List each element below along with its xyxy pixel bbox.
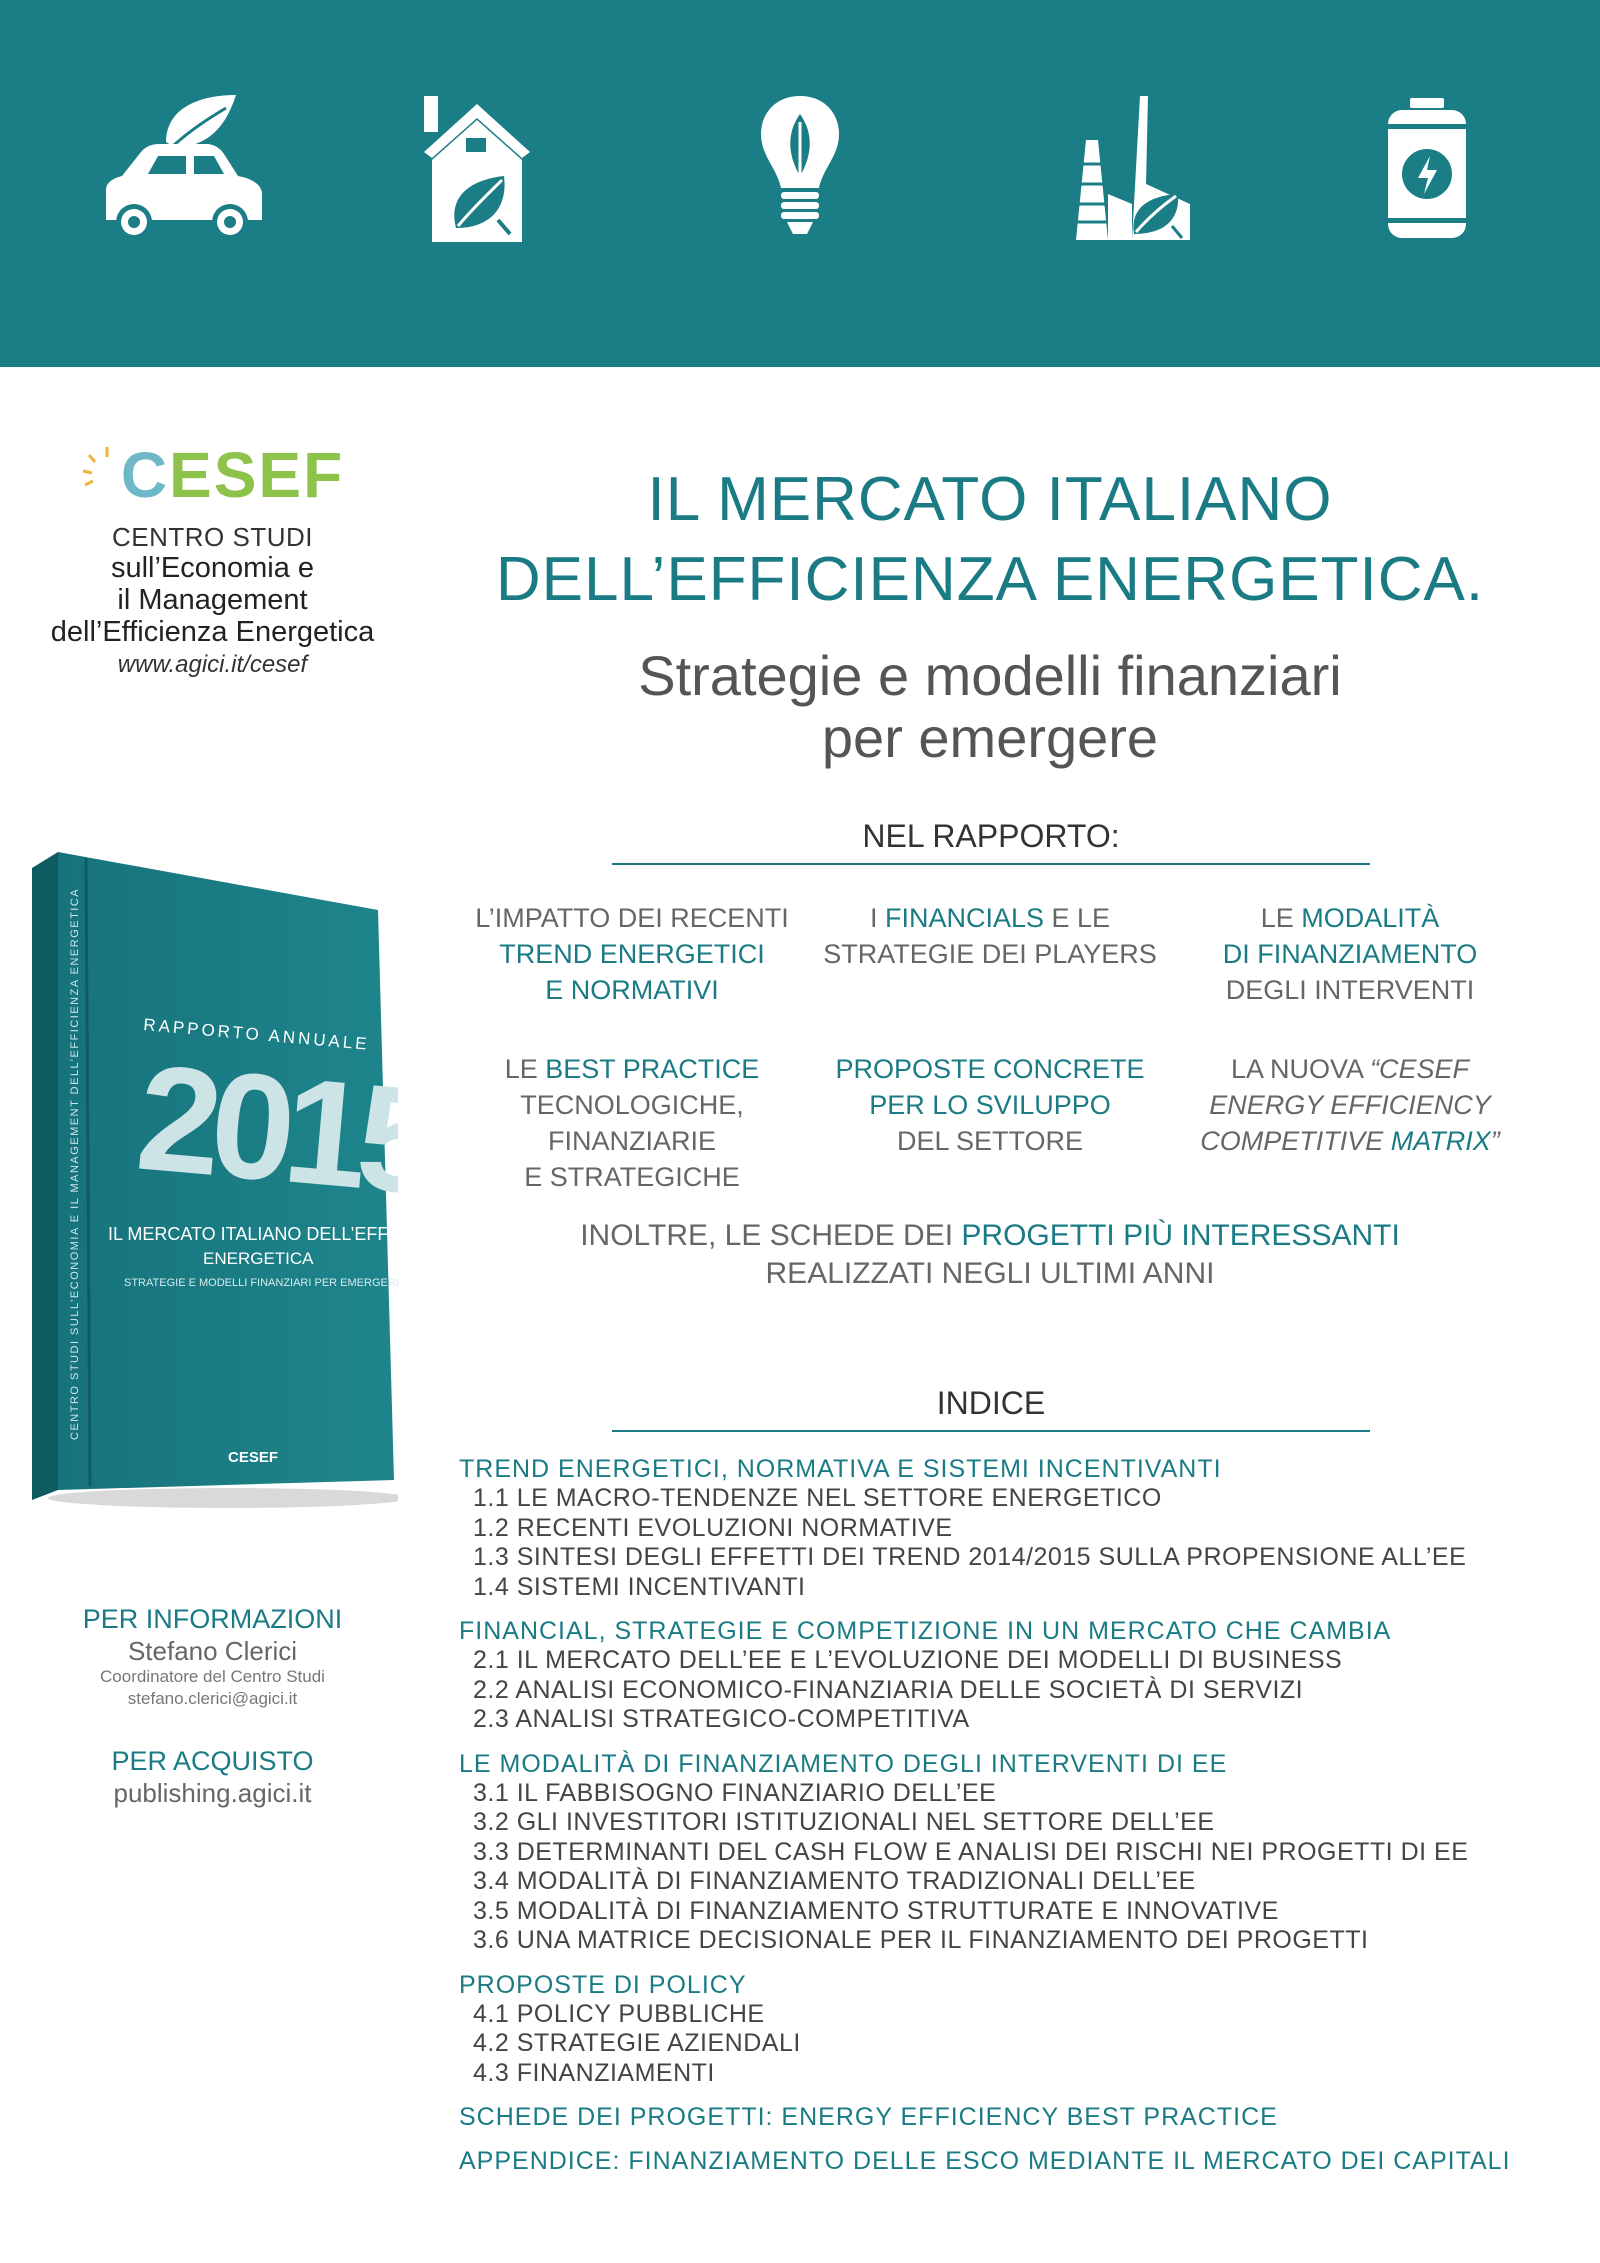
cesef-logo	[20, 430, 405, 520]
index-item: 1.1 LE MACRO-TENDENZE NEL SETTORE ENERGETICO	[473, 1484, 1162, 1512]
table-of-contents	[459, 1454, 1579, 2176]
index-chapter: APPENDICE: FINANZIAMENTO DELLE ESCO MEDIANTE IL MERCATO DEI CAPITALI	[459, 2147, 1511, 2175]
inoltre-text: INOLTRE, LE SCHEDE DEI PROGETTI PIÙ INTERESSANTI REALIZZATI NEGLI ULTIMI ANNI	[580, 1219, 1400, 1290]
index-item: 2.2 ANALISI ECONOMICO-FINANZIARIA DELLE SOCIETÀ DI SERVIZI	[473, 1675, 1304, 1704]
contact-email-link[interactable]: stefano.clerici@agici.it	[127, 1689, 298, 1708]
logo-line-1: CENTRO STUDI	[112, 522, 313, 552]
rapporto-cell-5: PROPOSTE CONCRETE PER LO SVILUPPO DEL SETTORE	[835, 1054, 1145, 1156]
book-subtitle: STRATEGIE E MODELLI FINANZIARI PER EMERGERE	[124, 1277, 398, 1289]
index-chapter: FINANCIAL, STRATEGIE E COMPETIZIONE IN UN MERCATO CHE CAMBIA	[459, 1617, 1392, 1645]
book-spine-text: CENTRO STUDI SULL’ECONOMIA E IL MANAGEMENT DELL’EFFICIENZA ENERGETICA	[69, 887, 81, 1440]
main-title	[480, 460, 1500, 620]
book-logo: CESEF	[228, 1449, 279, 1466]
index-item: 1.2 RECENTI EVOLUZIONI NORMATIVE	[473, 1513, 953, 1542]
index-chapter: TREND ENERGETICI, NORMATIVA E SISTEMI INCENTIVANTI	[459, 1455, 1222, 1483]
index-item: 4.1 POLICY PUBBLICHE	[473, 1999, 765, 2028]
title-line-2: DELL’EFFICIENZA ENERGETICA.	[495, 545, 1485, 614]
rapporto-cell-3: LE MODALITÀ DI FINANZIAMENTO DEGLI INTERVENTI	[1222, 903, 1478, 1005]
index-item: 3.5 MODALITÀ DI FINANZIAMENTO STRUTTURATE E INNOVATIVE	[473, 1896, 1279, 1925]
index-item: 3.3 DETERMINANTI DEL CASH FLOW E ANALISI DEI RISCHI NEI PROGETTI DI EE	[473, 1837, 1469, 1866]
title-line-1: IL MERCATO ITALIANO	[647, 465, 1333, 534]
rapporto-cell-1: L’IMPATTO DEI RECENTI TREND ENERGETICI E NORMATIVI	[475, 903, 789, 1005]
contact-info	[40, 1602, 385, 1808]
index-item: 3.1 IL FABBISOGNO FINANZIARIO DELL’EE	[473, 1778, 997, 1807]
subtitle-line-1: Strategie e modelli finanziari	[638, 644, 1342, 707]
logo-line-2: sull’Economia e	[110, 552, 315, 584]
book-title-line-1: IL MERCATO ITALIANO DELL’EFFI	[108, 1224, 394, 1244]
nel-rapporto-heading: NEL RAPPORTO:	[612, 818, 1370, 865]
index-chapter: LE MODALITÀ DI FINANZIAMENTO DEGLI INTERVENTI DI EE	[459, 1749, 1228, 1778]
contact-name: Stefano Clerici	[127, 1636, 298, 1666]
rapporto-cell-2: I FINANCIALS E LE STRATEGIE DEI PLAYERS	[823, 903, 1157, 969]
logo-letter-c: C	[120, 439, 170, 511]
eco-house-icon	[418, 90, 536, 245]
info-heading: PER INFORMAZIONI	[82, 1604, 343, 1634]
index-item: 1.3 SINTESI DEGLI EFFETTI DEI TREND 2014/2015 SULLA PROPENSIONE ALL’EE	[473, 1543, 1467, 1571]
logo-url-link[interactable]: www.agici.it/cesef	[117, 651, 308, 678]
book-rapporto-label: RAPPORTO ANNUALE	[142, 1015, 371, 1054]
index-item: 2.1 IL MERCATO DELL’EE E L’EVOLUZIONE DEI MODELLI DI BUSINESS	[473, 1646, 1343, 1674]
leaf-bulb-icon	[757, 92, 843, 242]
index-item: 3.2 GLI INVESTITORI ISTITUZIONALI NEL SETTORE DELL’EE	[473, 1808, 1215, 1836]
battery-icon	[1384, 96, 1470, 240]
index-item: 1.4 SISTEMI INCENTIVANTI	[473, 1572, 806, 1601]
index-item: 4.2 STRATEGIE AZIENDALI	[473, 2029, 801, 2057]
eco-car-icon	[96, 90, 268, 240]
book-cover-image	[28, 850, 398, 1515]
book-year: 2015	[131, 1032, 398, 1226]
logo-wordmark: ESEF	[169, 439, 345, 511]
logo-line-3: il Management	[117, 584, 308, 616]
indice-heading: INDICE	[612, 1385, 1370, 1432]
purchase-link[interactable]: publishing.agici.it	[113, 1778, 312, 1808]
subtitle-line-2: per emergere	[821, 706, 1159, 769]
contact-role: Coordinatore del Centro Studi	[100, 1667, 325, 1686]
index-item: 3.4 MODALITÀ DI FINANZIAMENTO TRADIZIONALI DELL’EE	[473, 1867, 1196, 1895]
subtitle	[560, 645, 1420, 769]
logo-line-4: dell’Efficienza Energetica	[50, 616, 375, 648]
index-item: 4.3 FINANZIAMENTI	[473, 2058, 715, 2087]
index-chapter: PROPOSTE DI POLICY	[459, 1970, 747, 1999]
rapporto-cell-4: LE BEST PRACTICE TECNOLOGICHE, FINANZIARIE E STRATEGICHE	[504, 1054, 760, 1192]
index-chapter: SCHEDE DEI PROGETTI: ENERGY EFFICIENCY BEST PRACTICE	[459, 2103, 1278, 2131]
header-banner	[0, 0, 1600, 367]
bulb-icon	[81, 445, 121, 505]
purchase-heading: PER ACQUISTO	[111, 1746, 314, 1776]
book-title-line-2: ENERGETICA	[203, 1249, 314, 1268]
index-item: 2.3 ANALISI STRATEGICO-COMPETITIVA	[473, 1705, 970, 1733]
eco-factory-icon	[1074, 94, 1192, 242]
rapporto-cell-6: LA NUOVA “CESEF ENERGY EFFICIENCY COMPETITIVE MATRIX”	[1200, 1054, 1500, 1156]
cesef-logo-block	[20, 430, 405, 682]
index-item: 3.6 UNA MATRICE DECISIONALE PER IL FINANZIAMENTO DEI PROGETTI	[473, 1926, 1369, 1954]
